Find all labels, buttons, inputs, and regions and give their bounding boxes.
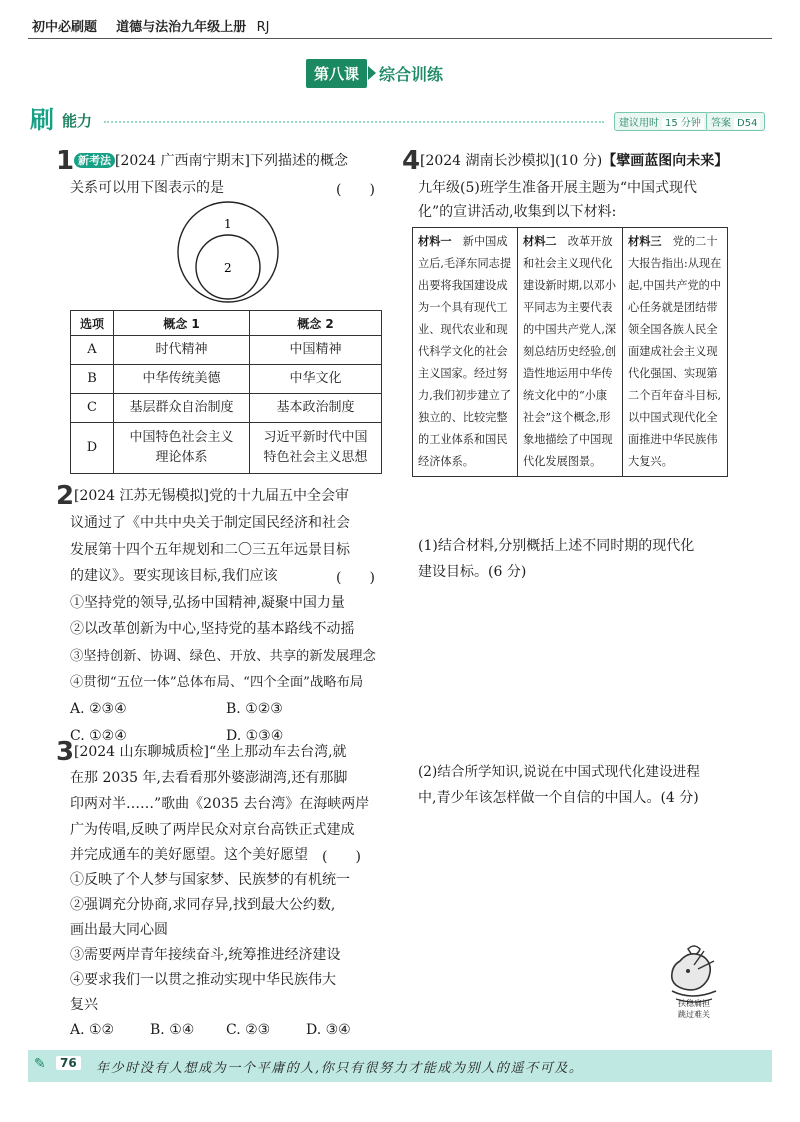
q3-line: 广为传唱,反映了两岸民众对京台高铁正式建成 — [70, 822, 355, 838]
material-title: 材料一 — [418, 235, 452, 248]
q2-option-b[interactable]: B. ①②③ — [226, 701, 283, 717]
concept-1: 时代精神 — [114, 336, 250, 365]
q2-line: [2024 江苏无锡模拟]党的十九届五中全会审 — [74, 488, 350, 504]
table-header-row — [71, 311, 382, 336]
material-title: 材料二 — [523, 235, 557, 248]
material-text: 党的二十大报告指出:从现在起,中国共产党的中心任务就是团结带领全国各族人民全面建成社会主义现代化强国、实现第二个百年奋斗目标,以中国式现代化全面推进中华民族伟大复兴。 — [628, 235, 722, 468]
mascot-caption-line: 扶稳扁担 — [678, 999, 710, 1008]
section-icon: 刷 — [30, 106, 54, 134]
q2-line: 的建议》。要实现该目标,我们应该 — [70, 568, 278, 584]
material-title: 材料三 — [628, 235, 662, 248]
materials-row — [413, 228, 728, 477]
header-edition: RJ — [256, 20, 270, 35]
q4-source: [2024 湖南长沙模拟](10 分) — [420, 153, 603, 169]
material-text: 改革开放和社会主义现代化建设新时期,以邓小平同志为主要代表的中国共产党人,深刻总结历史经验,创造性地运用中华传统文化中的“小康社会”这个概念,形象地描绘了中国现代化发展图景。 — [523, 235, 617, 468]
q2-option-c[interactable]: C. ①②④ — [70, 728, 127, 744]
q3-statement: 复兴 — [70, 997, 98, 1013]
q3-option-a[interactable]: A. ①② — [70, 1022, 115, 1038]
q3-option-c[interactable]: C. ②③ — [226, 1022, 271, 1038]
q4-sub2: (2)结合所学知识,说说在中国式现代化建设进程 — [418, 764, 700, 780]
concept-1: 基层群众自治制度 — [114, 394, 250, 423]
arrow-icon — [368, 66, 376, 80]
q2-option-a[interactable]: A. ②③④ — [70, 701, 127, 717]
answer-ref — [706, 112, 765, 131]
q4-number: 4 — [402, 146, 421, 176]
material-2 — [518, 228, 623, 477]
q3-line: 印两对半……”歌曲《2035 去台湾》在海峡两岸 — [70, 796, 370, 812]
q2-option-d[interactable]: D. ①③④ — [226, 728, 284, 744]
concept-2: 中华文化 — [250, 365, 382, 394]
suggested-time — [614, 112, 709, 131]
section-header — [30, 106, 772, 134]
q3-line: 并完成通车的美好愿望。这个美好愿望 — [70, 847, 308, 863]
q4-tag: 【擘画蓝图向未来】 — [602, 153, 729, 169]
q3-number: 3 — [56, 737, 75, 767]
circle-label-1: 1 — [224, 217, 232, 231]
pencil-icon: ✎ — [34, 1056, 46, 1072]
q4-sub1: (1)结合材料,分别概括上述不同时期的现代化 — [418, 538, 695, 554]
concept-2: 基本政治制度 — [250, 394, 382, 423]
q3-line: [2024 山东聊城质检]“坐上那动车去台湾,就 — [74, 744, 347, 760]
option-letter: A — [71, 336, 114, 365]
q1-number: 1 — [56, 146, 75, 176]
time-value: 15 分钟 — [662, 118, 704, 129]
material-text: 新中国成立后,毛泽东同志提出要将我国建设成为一个具有现代工业、现代农业和现代科学文化的社会主义国家。经过努力,我们初步建立了独立的、比较完整的工业体系和国民经济体系。 — [418, 235, 512, 468]
footer-motto: 年少时没有人想成为一个平庸的人,你只有很努力才能成为别人的遥不可及。 — [96, 1061, 584, 1076]
table-header: 选项 — [71, 311, 114, 336]
q3-line: 在那 2035 年,去看看那外婆澎湖湾,还有那脚 — [70, 770, 348, 786]
q1-line-2: 关系可以用下图表示的是 — [70, 180, 224, 196]
q4-line: 九年级(5)班学生准备开展主题为“中国式现代 — [418, 180, 697, 196]
page-header — [28, 12, 772, 39]
mascot-caption — [656, 998, 732, 1020]
q3-statement: ④要求我们一以贯之推动实现中华民族伟大 — [70, 972, 336, 988]
q2-line: 议通过了《中共中央关于制定国民经济和社会 — [70, 515, 350, 531]
q2-statement: ④贯彻“五位一体”总体布局、“四个全面”战略布局 — [70, 675, 364, 690]
mascot-caption-line: 跳过难关 — [678, 1010, 710, 1019]
header-text — [32, 16, 270, 35]
q4-sub2: 中,青少年该怎样做一个自信的中国人。(4 分) — [418, 790, 699, 806]
header-series: 初中必刷题 — [32, 20, 98, 35]
concept-2: 习近平新时代中国 特色社会主义思想 — [250, 423, 382, 474]
q2-statement: ②以改革创新为中心,坚持党的基本路线不动摇 — [70, 621, 355, 637]
option-letter: B — [71, 365, 114, 394]
lesson-name: 综合训练 — [379, 64, 444, 84]
concept-2: 中国精神 — [250, 336, 382, 365]
table-header: 概念 1 — [114, 311, 250, 336]
page-footer — [28, 1050, 772, 1082]
q4-line-1 — [420, 149, 728, 174]
concept-1: 中国特色社会主义 理论体系 — [114, 423, 250, 474]
material-3 — [623, 228, 728, 477]
q2-number: 2 — [56, 481, 75, 511]
q1-badge: 新考法 — [74, 153, 115, 168]
q4-line: 化”的宣讲活动,收集到以下材料: — [418, 204, 617, 220]
option-letter: D — [71, 423, 114, 474]
q3-statement: 画出最大同心圆 — [70, 922, 168, 938]
q3-answer-paren[interactable]: ( ) — [322, 849, 361, 865]
materials-table — [412, 227, 728, 477]
divider — [104, 121, 604, 123]
table-row — [71, 423, 382, 474]
q3-statement: ②强调充分协商,求同存异,找到最大公约数, — [70, 897, 336, 913]
table-row — [71, 394, 382, 423]
q1-text-1: [2024 广西南宁期末]下列描述的概念 — [115, 153, 349, 169]
page-number: 76 — [56, 1056, 81, 1070]
q3-option-d[interactable]: D. ③④ — [306, 1022, 351, 1038]
table-header: 概念 2 — [250, 311, 382, 336]
material-1 — [413, 228, 518, 477]
section-label: 能力 — [62, 112, 93, 130]
concept-1: 中华传统美德 — [114, 365, 250, 394]
venn-diagram — [176, 200, 280, 304]
table-row — [71, 336, 382, 365]
q1-answer-paren[interactable]: ( ) — [336, 182, 375, 198]
q3-option-b[interactable]: B. ①④ — [150, 1022, 195, 1038]
answer-value: D54 — [734, 118, 760, 129]
circle-label-2: 2 — [224, 261, 232, 275]
q2-statement: ①坚持党的领导,弘扬中国精神,凝聚中国力量 — [70, 595, 345, 611]
q1-line-1 — [74, 149, 348, 174]
lesson-number: 第八课 — [306, 59, 367, 88]
q2-line: 发展第十四个五年规划和二〇三五年远景目标 — [70, 542, 350, 558]
lesson-title — [306, 58, 443, 88]
q4-sub1: 建设目标。(6 分) — [418, 564, 527, 580]
table-row — [71, 365, 382, 394]
time-label: 建议用时 — [619, 118, 659, 129]
q3-statement: ③需要两岸青年接续奋斗,统筹推进经济建设 — [70, 947, 341, 963]
answer-label: 答案 — [711, 118, 731, 129]
option-letter: C — [71, 394, 114, 423]
q2-answer-paren[interactable]: ( ) — [336, 570, 375, 586]
q2-statement: ③坚持创新、协调、绿色、开放、共享的新发展理念 — [70, 649, 376, 664]
q3-statement: ①反映了个人梦与国家梦、民族梦的有机统一 — [70, 872, 350, 888]
concept-table — [70, 310, 382, 474]
header-subject: 道德与法治九年级上册 — [116, 20, 247, 35]
